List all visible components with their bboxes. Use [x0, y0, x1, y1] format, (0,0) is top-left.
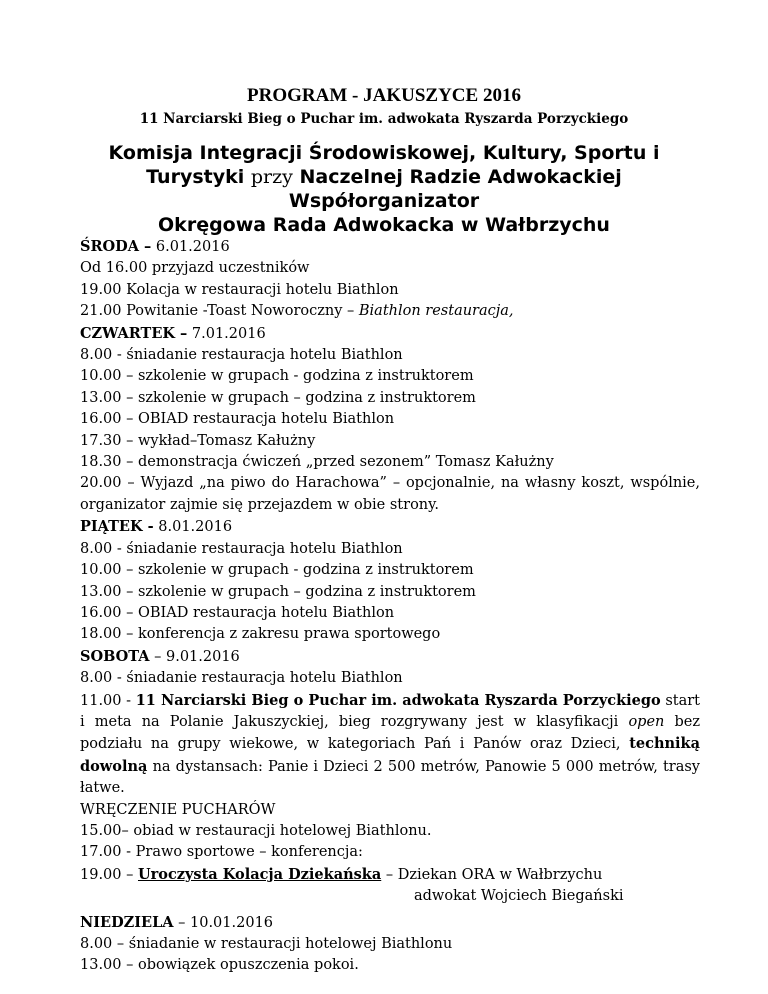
toast-venue: Biathlon restauracja, — [358, 303, 514, 320]
list-item: 13.00 – szkolenie w grupach – godzina z instruktorem — [80, 583, 476, 600]
list-item: 17.00 - Prawo sportowe – konferencja: — [80, 844, 363, 861]
race-technique: techniką dowolną — [80, 735, 700, 775]
gala-host: – Dziekan ORA w Wałbrzychu — [385, 866, 603, 883]
race-name: 11 Narciarski Bieg o Puchar im. adwokata Ryszarda Porzyckiego — [135, 691, 661, 709]
page-subtitle: 11 Narciarski Bieg o Puchar im. adwokata Ryszarda Porzyckiego — [139, 111, 629, 127]
day-date: 7.01.2016 — [191, 325, 266, 342]
race-description — [80, 690, 700, 800]
toast-text: 21.00 Powitanie -Toast Noworoczny – — [80, 303, 355, 320]
list-item: 13.00 – szkolenie w grupach – godzina z instruktorem — [80, 389, 476, 406]
race-desc-1: start i meta na Polanie Jakuszyckiej, bieg rozgrywany jest w klasyfikacji — [80, 692, 700, 730]
list-item: Od 16.00 przyjazd uczestników — [80, 260, 310, 277]
org-line-2b: Naczelnej Radzie Adwokackiej — [299, 166, 622, 188]
list-item: 8.00 - śniadanie restauracja hotelu Biathlon — [80, 670, 403, 687]
race-time: 11.00 - — [80, 692, 132, 709]
program-body — [80, 236, 700, 977]
day-name: PIĄTEK - — [80, 518, 154, 536]
list-item-trip: 20.00 – Wyjazd „na piwo do Harachowa” – opcjonalnie, na własny koszt, wspólnie, organizator zajmie się przejazdem w obie strony. — [80, 475, 700, 513]
list-item: WRĘCZENIE PUCHARÓW — [80, 801, 276, 818]
race-open: open — [628, 713, 665, 730]
gala-time: 19.00 – — [80, 866, 134, 883]
day-name: ŚRODA – — [80, 238, 152, 255]
list-item: 19.00 Kolacja w restauracji hotelu Biathlon — [80, 281, 399, 298]
page-title: PROGRAM - JAKUSZYCE 2016 — [247, 85, 521, 106]
list-item: 10.00 – szkolenie w grupach - godzina z instruktorem — [80, 562, 474, 579]
list-item: 10.00 – szkolenie w grupach - godzina z instruktorem — [80, 368, 474, 385]
gala-host-name: adwokat Wojciech Biegański — [414, 888, 624, 905]
day-date: 8.01.2016 — [158, 519, 233, 536]
day-name: CZWARTEK – — [80, 324, 188, 342]
day-name: NIEDZIELA — [80, 913, 174, 931]
day-date: – 10.01.2016 — [178, 914, 274, 931]
list-item: 13.00 – obowiązek opuszczenia pokoi. — [80, 957, 359, 974]
org-line-1: Komisja Integracji Środowiskowej, Kultury, Sportu i — [108, 142, 660, 164]
list-item: 16.00 – OBIAD restauracja hotelu Biathlon — [80, 411, 395, 428]
day-heading-saturday — [80, 646, 700, 668]
day-heading-thursday — [80, 323, 700, 345]
org-przy: przy — [250, 166, 293, 188]
list-item: 8.00 – śniadanie w restauracji hotelowej Biathlonu — [80, 936, 453, 952]
list-item: 16.00 – OBIAD restauracja hotelu Biathlon — [80, 604, 395, 621]
list-item: 18.30 – demonstracja ćwiczeń „przed sezonem” Tomasz Kałużny — [80, 454, 554, 471]
list-item: 8.00 - śniadanie restauracja hotelu Biathlon — [80, 347, 403, 364]
day-heading-wednesday — [80, 236, 700, 258]
day-date: – 9.01.2016 — [154, 648, 240, 665]
day-name: SOBOTA — [80, 647, 150, 665]
list-item: 17.30 – wykład–Tomasz Kałużny — [80, 432, 316, 449]
day-date: 6.01.2016 — [155, 239, 230, 255]
org-line-2a: Turystyki — [146, 166, 245, 188]
list-item: 8.00 - śniadanie restauracja hotelu Biathlon — [80, 540, 403, 557]
race-desc-3: na dystansach: Panie i Dzieci 2 500 metrów, Panowie 5 000 metrów, trasy łatwe. — [80, 758, 700, 797]
gala-name: Uroczysta Kolacja Dziekańska — [137, 865, 382, 883]
org-line-4: Okręgowa Rada Adwokacka w Wałbrzychu — [158, 214, 610, 236]
list-item-gala — [80, 864, 700, 886]
list-item: 15.00– obiad w restauracji hotelowej Biathlonu. — [80, 822, 432, 839]
list-item: 18.00 – konferencja z zakresu prawa sportowego — [80, 626, 441, 643]
day-heading-friday — [80, 516, 700, 538]
day-heading-sunday — [80, 912, 700, 934]
organizers-block — [0, 141, 768, 237]
list-item — [80, 301, 700, 322]
race-desc-2: bez podziału na grupy wiekowe, w kategoriach Pań i Panów oraz Dzieci, — [80, 713, 701, 753]
org-line-2 — [0, 165, 768, 189]
org-line-3: Współorganizator — [288, 190, 480, 212]
